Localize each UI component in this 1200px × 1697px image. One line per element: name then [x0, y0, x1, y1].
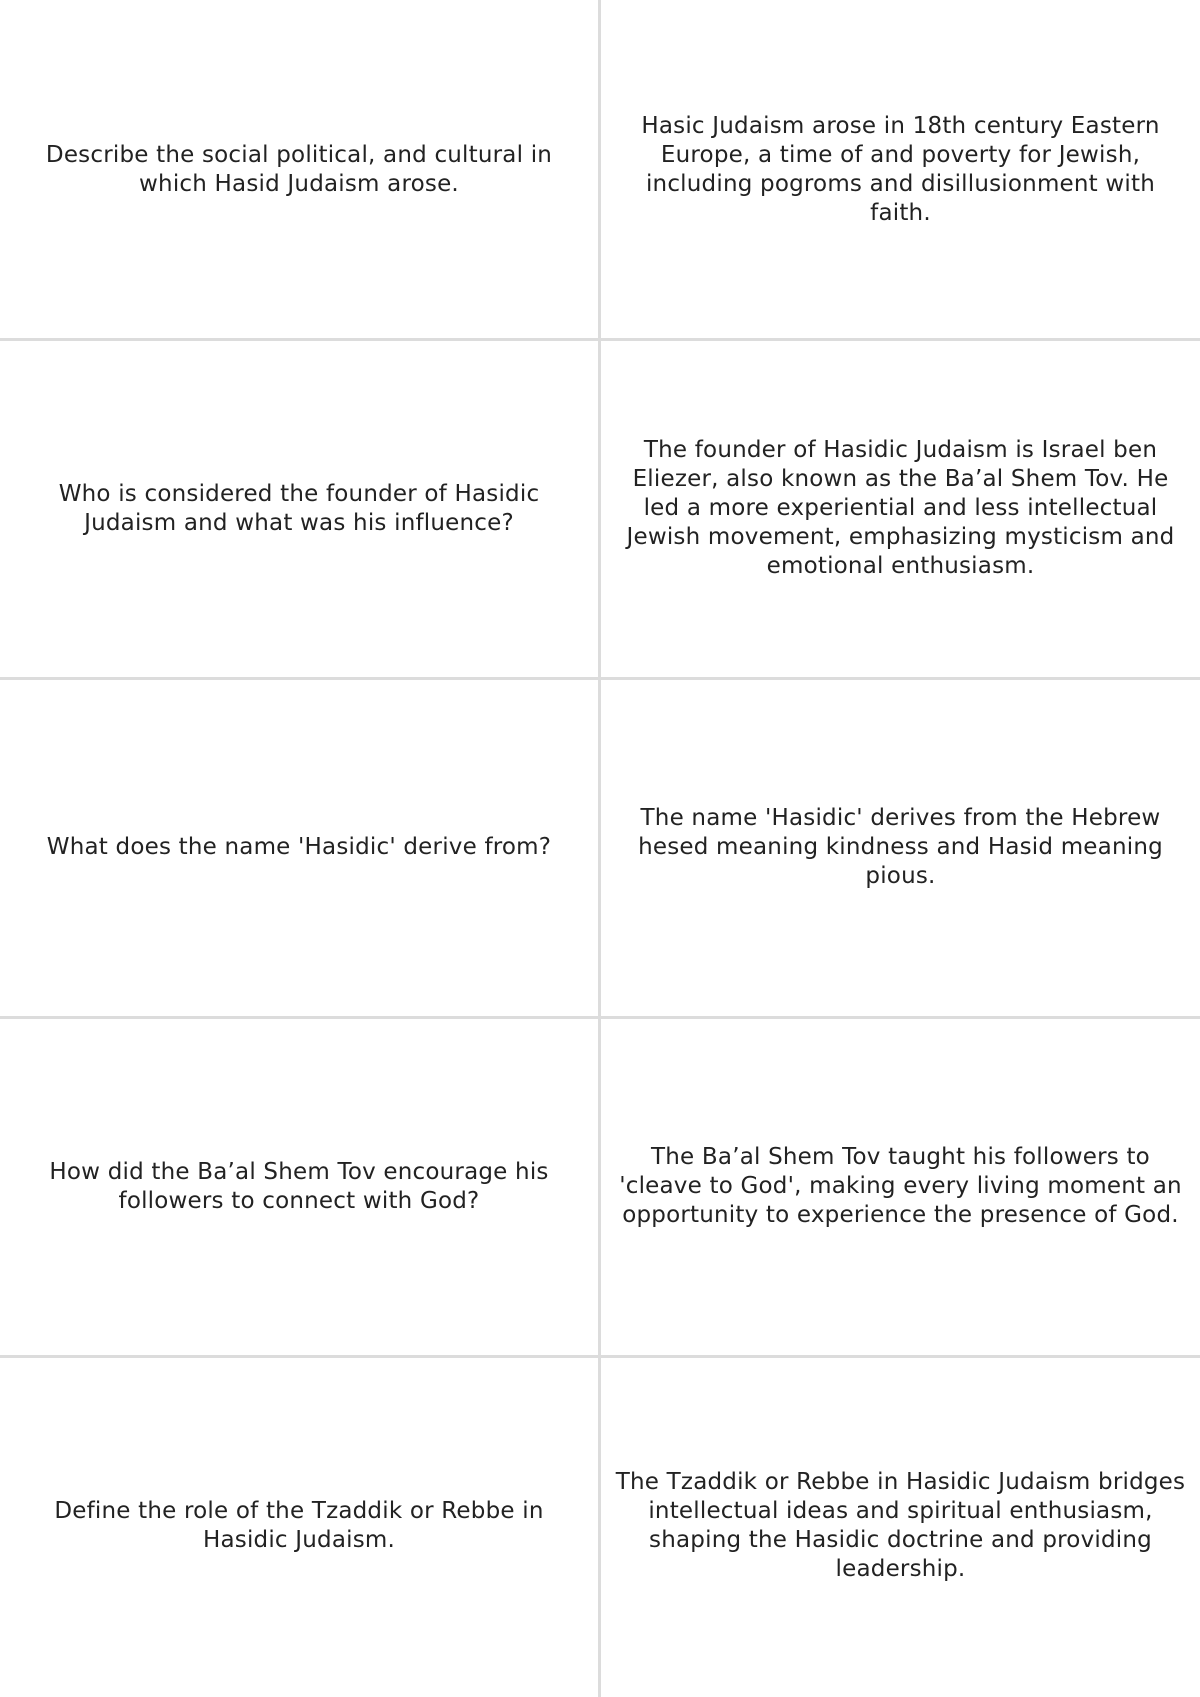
row-divider — [0, 1355, 1200, 1358]
row-divider — [0, 338, 1200, 341]
answer-text: Hasic Judaism arose in 18th century Eastern Europe, a time of and poverty for Jewish, including pogroms and disillusionment with faith. — [641, 112, 1160, 226]
answer-text: The Ba’al Shem Tov taught his followers to 'cleave to God', making every living moment an opportunity to experience the presence of God. — [619, 1144, 1182, 1228]
flashcard-answer — [601, 1356, 1200, 1695]
flashcard-answer — [601, 678, 1200, 1017]
flashcard-question — [0, 678, 598, 1017]
row-divider — [0, 1016, 1200, 1019]
flashcard-question — [0, 1017, 598, 1356]
column-divider — [598, 0, 601, 1697]
question-text: Describe the social political, and cultural in which Hasid Judaism arose. — [45, 141, 553, 197]
answer-text: The founder of Hasidic Judaism is Israel ben Eliezer, also known as the Ba’al Shem Tov. He led a more experiential and less intellectual Jewish movement, emphasizing mysticism and emotional enthusiasm. — [626, 437, 1175, 579]
question-text: Who is considered the founder of Hasidic Judaism and what was his influence? — [58, 480, 540, 536]
flashcard-question — [0, 1356, 598, 1695]
flashcard-answer — [601, 1017, 1200, 1356]
row-divider — [0, 677, 1200, 680]
answer-text: The Tzaddik or Rebbe in Hasidic Judaism bridges intellectual ideas and spiritual enthusiasm, shaping the Hasidic doctrine and providing leadership. — [615, 1468, 1186, 1582]
flashcard-question — [0, 0, 598, 339]
flashcard-answer — [601, 0, 1200, 339]
question-text: What does the name 'Hasidic' derive from? — [46, 834, 552, 860]
question-text: Define the role of the Tzaddik or Rebbe in Hasidic Judaism. — [54, 1497, 544, 1553]
question-text: How did the Ba’al Shem Tov encourage his followers to connect with God? — [49, 1158, 549, 1214]
answer-text: The name 'Hasidic' derives from the Hebrew hesed meaning kindness and Hasid meaning pious. — [638, 805, 1163, 889]
flashcard-answer — [601, 339, 1200, 678]
flashcard-question — [0, 339, 598, 678]
